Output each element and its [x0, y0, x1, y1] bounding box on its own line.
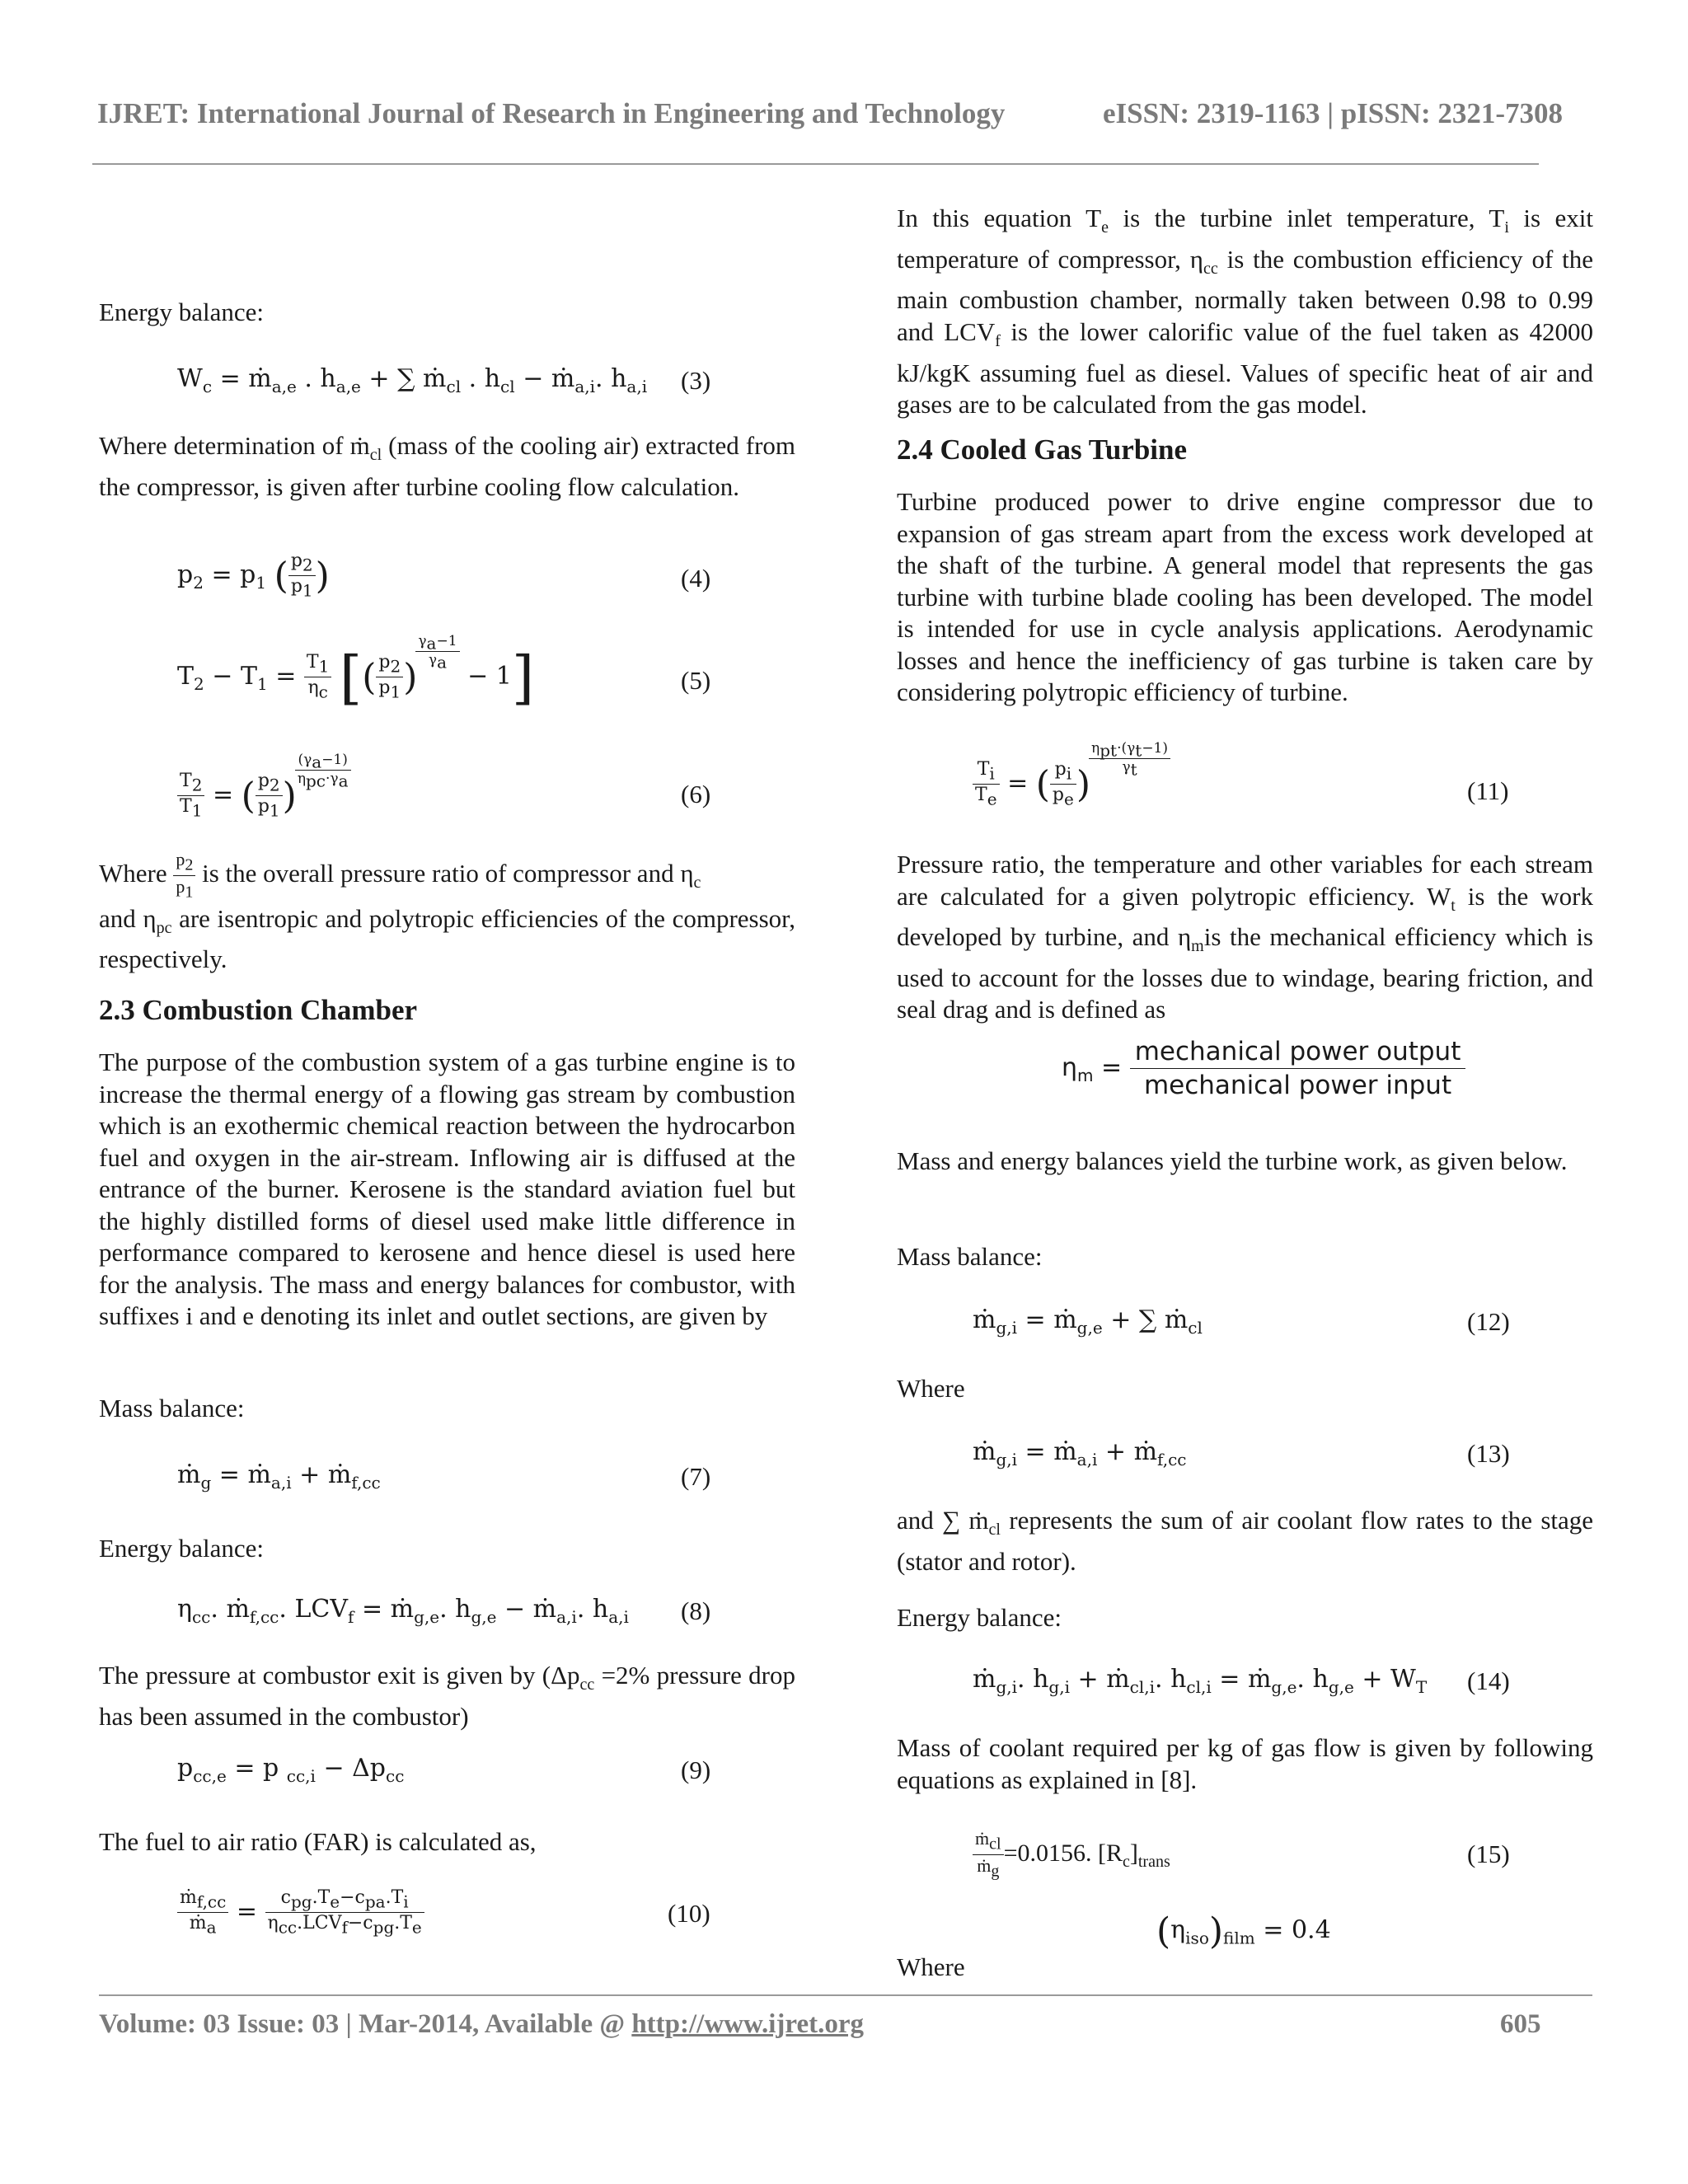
equation-5-number: (5)	[681, 666, 711, 695]
where-label: Where	[897, 1374, 965, 1403]
page-number: 605	[1500, 2009, 1541, 2039]
equation-12-number: (12)	[1467, 1307, 1510, 1336]
footer-volume: Volume: 03 Issue: 03 | Mar-2014, Available @ http://www.ijret.org	[99, 2009, 864, 2039]
section-heading-2-4: 2.4 Cooled Gas Turbine	[897, 434, 1188, 466]
equation-14-number: (14)	[1467, 1666, 1510, 1695]
energy-balance-label-right: Energy balance:	[897, 1603, 1062, 1632]
pressure-ratio-paragraph: Pressure ratio, the temperature and other variables for each stream are calculated for a given polytropic efficiency. $W_t$ is the work developed by turbine, and $\eta_mis$ the mechanical efficiency which is used to account for the losses due to windage, bearing friction, and seal drag and is defined as	[897, 850, 1593, 1024]
equation-4-number: (4)	[681, 564, 711, 593]
equation-9: $p_{cc,e} = p$ $_{cc,i} - \Delta p_{cc}$	[177, 1754, 405, 1786]
equation-5: $T_2 - T_1$ = $\frac{T_1}{\eta_c}$ [( $\frac{p_2}{p_1}$ ) $\frac{\gamma_a-1}{\gamma_a}$ − 1]	[177, 633, 535, 711]
equation-6: $\frac{T_2}{T_1}$ = ( $\frac{p_2}{p_1}$ ) $\frac{(\gamma_a-1)}{\eta_{pc}\cdot\gamma_a}$	[177, 752, 351, 822]
equation-7-number: (7)	[681, 1462, 711, 1491]
turbine-paragraph: Turbine produced power to drive engine compressor due to expansion of gas stream apart from the excess work developed at the shaft of the turbine. A general model that represents the gas turbine with turbine blade cooling has been developed. The model is intended for use in cycle analysis applications. Aerodynamic losses and hence the inefficiency of gas turbine is taken care by considering polytropic efficiency of turbine.	[897, 487, 1593, 706]
mass-balance-label-right: Mass balance:	[897, 1242, 1043, 1271]
page-header	[97, 97, 1573, 138]
equation-10: $\frac{ṁ_{f,cc}}{ṁ_a}$ = $\frac{c_{pg}.T_e-c_{pa}.T_i}{\eta_{cc}.LCV_f-c_{pg}.T_e}$	[177, 1887, 424, 1938]
footer-rule	[99, 1994, 1592, 1996]
equation-13: ṁ$_{g,i}$ = ṁ$_{a,i}$ + ṁ$_{f,cc}$	[973, 1437, 1187, 1469]
equation-15: $\frac{ṁ_{cl}}{ṁ_g}$ =0.0156. $[R_c]_{trans}$	[973, 1828, 1170, 1882]
film-isothermal-efficiency: $(\eta_{iso})_{film} = 0.4$	[1156, 1910, 1331, 1952]
journal-url-link[interactable]: http://www.ijret.org	[631, 2009, 864, 2039]
equation-3-number: (3)	[681, 366, 711, 395]
mass-balance-label: Mass balance:	[99, 1394, 245, 1422]
pressure-ratio-definition: Where $\frac{p_2}{p_1}$ is the overall pressure ratio of compressor and $\eta_c$ and $\eta_{pc}$ are isentropic and polytropic efficiencies of the compressor, respectively.	[99, 849, 795, 974]
mechanical-efficiency-equation: $\eta_m$ = $\frac{\text{mechanical power output}}{\text{mechanical power input}}$	[1062, 1035, 1465, 1102]
equation-11: $\frac{T_i}{T_e}$ = ( $\frac{p_i}{p_e}$ ) $\frac{\eta_{pt}\cdot(\gamma_t-1)}{\gamma_t}$	[973, 740, 1170, 810]
equation-8-number: (8)	[681, 1596, 711, 1625]
equation-7: ṁ$_g$ = ṁ$_{a,i}$ + ṁ$_{f,cc}$	[177, 1460, 381, 1493]
equation-8: $\eta_{cc}$. ṁ$_{f,cc}$. $LCV_f$ = ṁ$_{g,e}$. $h_{g,e}$ − ṁ$_{a,i}$. $h_{a,i}$	[177, 1595, 629, 1627]
equation-4: $p_2 = p_1$ ( $\frac{p_2}{p_1}$ )	[177, 551, 330, 601]
equation-9-number: (9)	[681, 1755, 711, 1784]
equation-3: $W_c$ = ṁ$_{a,e}$ . $h_{a,e}$ + ∑ ṁ$_{cl}$ . $h_{cl}$ − ṁ$_{a,i}$. $h_{a,i}$	[177, 364, 648, 396]
far-label: The fuel to air ratio (FAR) is calculated as,	[99, 1827, 537, 1856]
combustor-pressure-paragraph: The pressure at combustor exit is given by ($\Delta p_{cc} =2\%$ pressure drop has been assumed in the combustor)	[99, 1661, 795, 1731]
equation-15-number: (15)	[1467, 1840, 1510, 1868]
equation-14: ṁ$_{g,i}$. $h_{g,i}$ + ṁ$_{cl,i}$. $h_{cl,i}$ = ṁ$_{g,e}$. $h_{g,e} + W_T$	[973, 1665, 1428, 1697]
combustion-paragraph: The purpose of the combustion system of a gas turbine engine is to increase the thermal energy of a flowing gas stream by combustion which is an exothermic chemical reaction between the hydrocarbon fuel and oxygen in the air-stream. Inflowing air is diffused at the entrance of the burner. Kerosene is the standard aviation fuel but the highly distilled forms of diesel used make little difference in performance compared to kerosene and hence diesel is used here for the analysis. The mass and energy balances for combustor, with suffixes i and e denoting its inlet and outlet sections, are given by	[99, 1047, 795, 1330]
header-rule	[92, 163, 1539, 165]
coolant-mass-paragraph: Mass of coolant required per kg of gas flow is given by following equations as explained in [8].	[897, 1733, 1593, 1794]
energy-balance-label: Energy balance:	[99, 298, 264, 326]
equation-10-number: (10)	[668, 1899, 710, 1928]
mass-energy-paragraph: Mass and energy balances yield the turbine work, as given below.	[897, 1146, 1568, 1175]
energy-balance-label-2: Energy balance:	[99, 1534, 264, 1563]
section-heading-2-3: 2.3 Combustion Chamber	[99, 994, 418, 1026]
journal-issn: eISSN: 2319-1163 | pISSN: 2321-7308	[1103, 97, 1564, 129]
journal-title: IJRET: International Journal of Research in Engineering and Technology	[97, 97, 1006, 129]
turbine-inlet-definition: In this equation $T_e$ is the turbine inlet temperature, $T_i$ is exit temperature of compressor, $\eta_{cc}$ is the combustion efficiency of the main combustion chamber, normally taken between 0.98 to 0.99 and $LCV_f$ is the lower calorific value of the fuel taken as 42000 kJ/kgK assuming fuel as diesel. Values of specific heat of air and gases are to be calculated from the gas model.	[897, 204, 1593, 419]
equation-13-number: (13)	[1467, 1439, 1510, 1468]
coolant-sum-paragraph: and ∑ ṁ$_{cl}$ represents the sum of air coolant flow rates to the stage (stator and rotor).	[897, 1506, 1594, 1576]
equation-11-number: (11)	[1467, 776, 1509, 805]
where-label-2: Where	[897, 1952, 965, 1981]
equation-12: ṁ$_{g,i}$ = ṁ$_{g,e}$ + ∑ ṁ$_{cl}$	[973, 1305, 1203, 1338]
mcl-definition-paragraph: Where determination of ṁ$_{cl}$ (mass of the cooling air) extracted from the compressor, is given after turbine cooling flow calculation.	[99, 431, 796, 501]
equation-6-number: (6)	[681, 780, 711, 808]
page-footer	[99, 2009, 1550, 2050]
